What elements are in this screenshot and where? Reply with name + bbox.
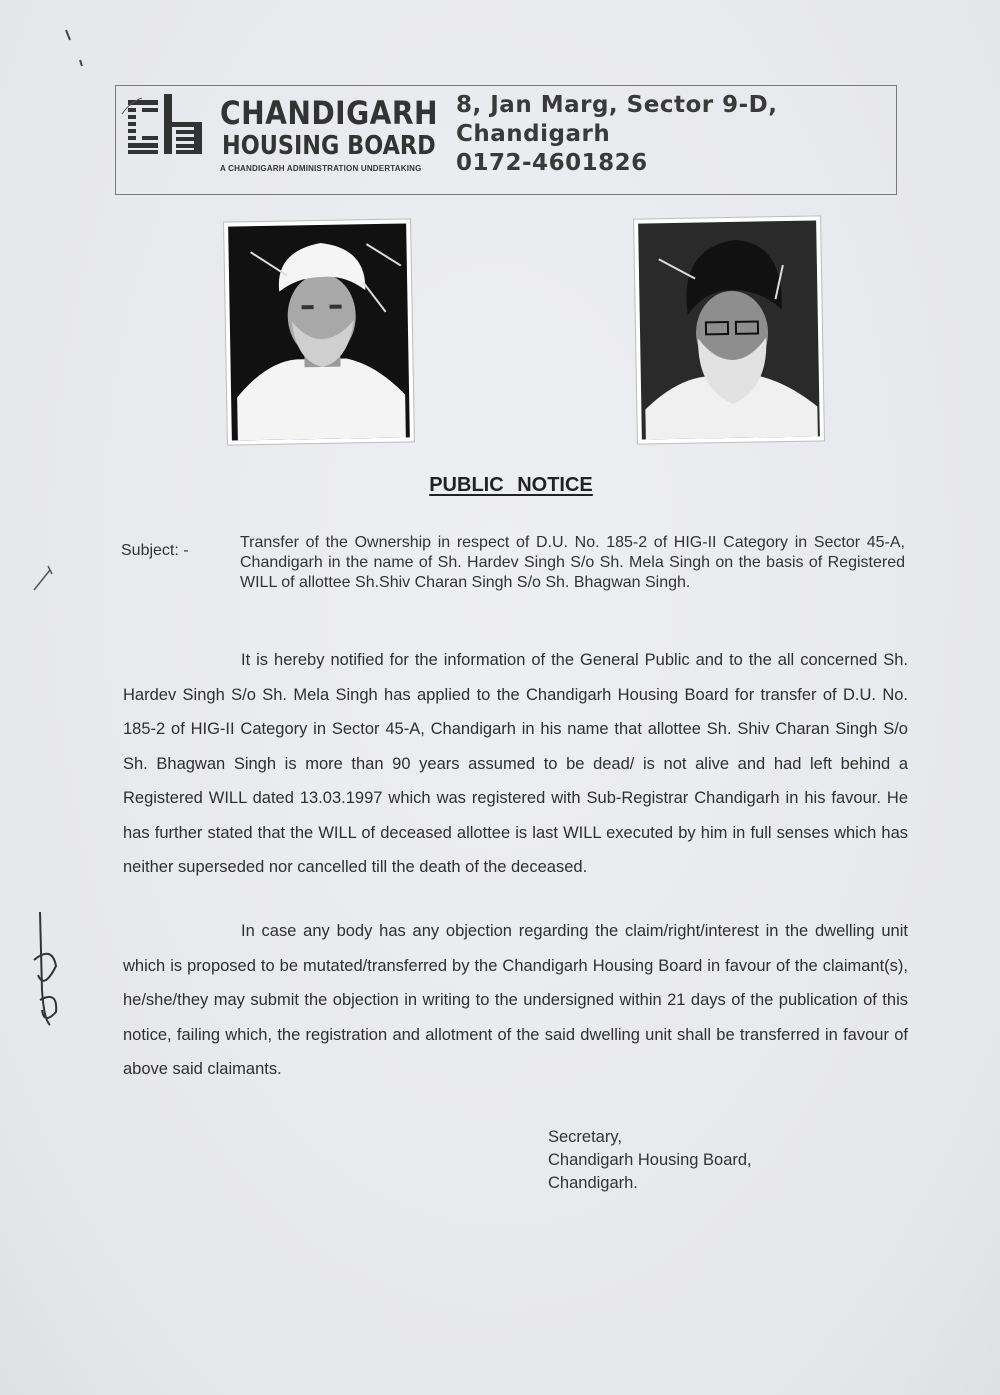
org-name-line1: CHANDIGARH bbox=[220, 94, 439, 132]
org-name-line2: HOUSING BOARD bbox=[222, 131, 436, 161]
notice-title-text: PUBLIC NOTICE bbox=[429, 474, 593, 496]
signoff-city: Chandigarh. bbox=[548, 1174, 638, 1192]
org-tagline: A CHANDIGARH ADMINISTRATION UNDERTAKING bbox=[220, 164, 422, 173]
notice-paragraph-1: It is hereby notified for the information of the General Public and to the all concerned Sh. Hardev Singh S/o Sh. Mela Singh has applied to the Chandigarh Housing Board for transfer of D.U. No. 185-2 of HIG-II Category in Sector 45-A, Chandigarh in his name that allottee Sh. Shiv Charan Singh S/o Sh. Bhagwan Singh is more than 90 years assumed to be dead/ is not alive and had left behind a Registered WILL dated 13.03.1997 which was registered with Sub-Registrar Chandigarh in his favour. He has further stated that the WILL of deceased allottee is last WILL executed by him in full senses which has neither superseded nor cancelled till the death of the deceased. bbox=[123, 651, 908, 876]
signoff-title: Secretary, bbox=[548, 1128, 622, 1146]
phone-number: 0172-4601826 bbox=[456, 150, 648, 176]
address-line2: Chandigarh bbox=[456, 121, 611, 147]
address-line1: 8, Jan Marg, Sector 9-D, bbox=[456, 92, 778, 118]
notice-paragraph-2: In case any body has any objection regarding the claim/right/interest in the dwelling unit which is proposed to be mutated/transferred by the Chandigarh Housing Board in favour of the claimant(s), he/she/they may submit the objection in writing to the undersigned within 21 days of the publication of this notice, failing which, the registration and allotment of the said dwelling unit shall be transferred in favour of above said claimants. bbox=[123, 922, 908, 1078]
signoff-organization: Chandigarh Housing Board, bbox=[548, 1151, 752, 1169]
subject-label: Subject: - bbox=[121, 542, 189, 559]
subject-text: Transfer of the Ownership in respect of D.U. No. 185-2 of HIG-II Category in Sector 45-A, Chandigarh in the name of Sh. Hardev Singh S/o Sh. Mela Singh on the basis of Registered WILL of allottee Sh.Shiv Charan Singh S/o Sh. Bhagwan Singh. bbox=[240, 534, 905, 591]
handwritten-initials-icon bbox=[34, 912, 56, 1025]
